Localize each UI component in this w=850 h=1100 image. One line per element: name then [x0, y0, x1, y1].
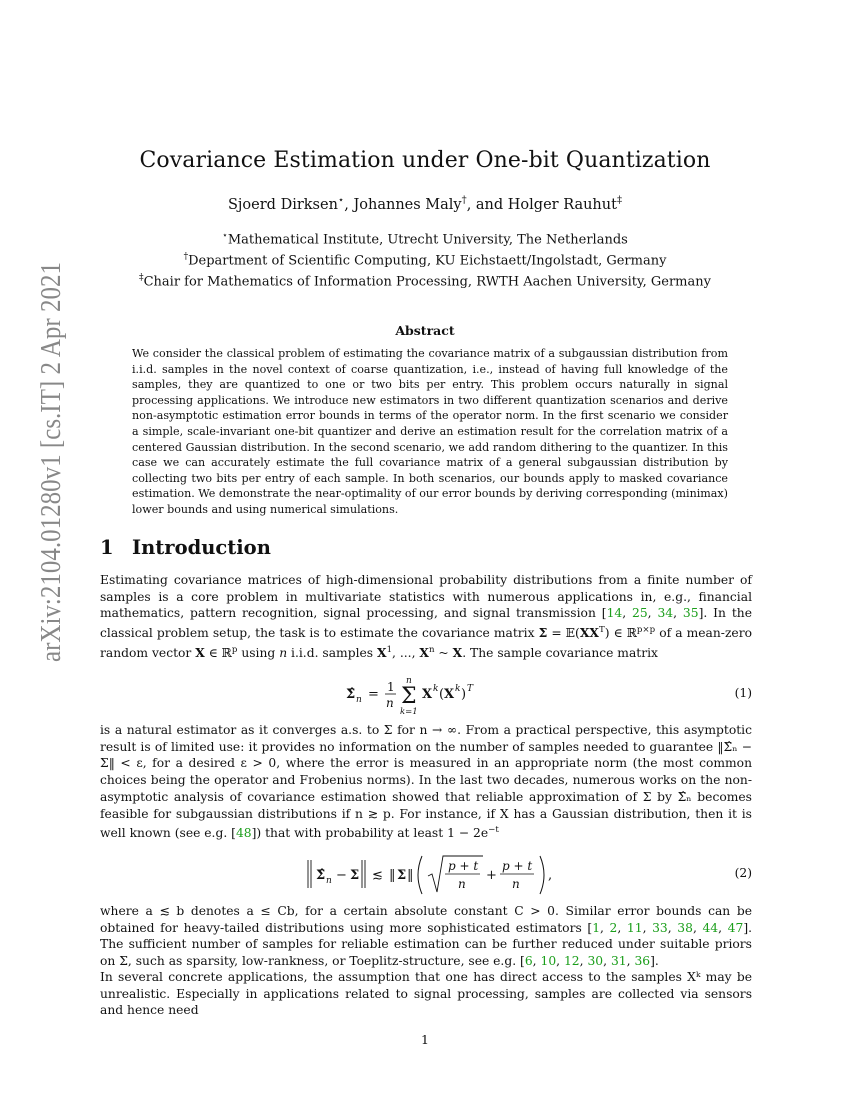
p1-text-11: i.i.d. samples	[287, 646, 378, 660]
svg-text:n: n	[326, 876, 332, 886]
svg-text:‖: ‖	[407, 868, 414, 883]
svg-text:n: n	[512, 877, 520, 891]
p1-text-1: Estimating covariance matrices of high-dimensional probability distributions from a finite number of samples is a core problem in multivariate statistics with numerous applications in, e.g., financial mathematics, pattern recognition, signal processing, and signal transmission [	[100, 573, 752, 621]
section-number: 1	[100, 536, 114, 559]
p2-text-end: ]) that with probability at least 1 − 2e	[251, 826, 489, 841]
citation-link[interactable]: 30	[587, 954, 604, 969]
svg-text:k: k	[433, 684, 439, 694]
author-3-mark: ‡	[616, 195, 622, 206]
affiliation-2	[0, 249, 850, 270]
citation-link[interactable]: 31	[610, 954, 627, 969]
citation-link[interactable]: 38	[677, 920, 693, 935]
p1-xx: XX	[579, 625, 599, 641]
p2-exponent: −t	[488, 825, 499, 836]
svg-text:X: X	[422, 687, 433, 702]
p1-x: X	[195, 645, 205, 660]
p1-text-10: using	[237, 646, 280, 660]
p1-sup-n: n	[428, 644, 435, 655]
svg-text:Σ: Σ	[350, 868, 360, 883]
arxiv-id: arXiv:2104.01280v1 [cs.IT] 2 Apr 2021	[36, 250, 67, 662]
svg-text:n: n	[356, 695, 362, 705]
author-list: Sjoerd Dirksen⋆, Johannes Maly†, and Holger Rauhut‡	[228, 195, 622, 213]
svg-text:X: X	[444, 687, 455, 702]
svg-text:Σ̂: Σ̂	[346, 687, 356, 702]
p1-text-8: ∈ ℝ	[204, 646, 232, 660]
citation-link[interactable]: 36	[634, 954, 651, 969]
arxiv-stamp	[8, 250, 98, 670]
paragraph-4: In several concrete applications, the assumption that one has direct access to the samples Xᵏ may be unrealistic. Especially in applications related to signal processing, samples are collected via sensors and hence need	[100, 970, 752, 1018]
citation-link[interactable]: 12	[563, 954, 580, 969]
paragraph-1: Estimating covariance matrices of high-dimensional probability distributions from a finite number of samples is a core problem in multivariate statistics with numerous applications in, e.g., financial mathematics, pattern recognition, signal processing, and signal transmission [14, 25, 34, 35]. In the classical problem setup, the task is to estimate the covariance matrix $\Sigma = 𝔼(XX^T)$ ∈ ℝ$^{p\times p}$ of a mean-zero random vector X ∈ ℝ$^p$ using n i.i.d. samples $X^1$, ..., $X^n$ ~ X. The sample covariance matrix	[100, 573, 752, 660]
citation-link[interactable]: 35	[682, 606, 699, 621]
equation-1-number: (1)	[734, 686, 752, 700]
affiliation-3-mark: ‡	[139, 272, 144, 283]
p1-text-7: of a mean-zero random vector	[100, 626, 752, 660]
svg-text:p + t: p + t	[448, 859, 479, 873]
affiliation-2-mark: †	[183, 251, 189, 262]
svg-text:+: +	[486, 868, 497, 883]
p1-x1: X	[377, 645, 387, 660]
paragraph-3: where a ≲ b denotes a ≤ Cb, for a certain absolute constant C > 0. Similar error bounds can be obtained for heavy-tailed distributions using more sophisticated estimators [1, 2, 11, 33, 38, 44, 47]. The sufficient number of samples for reliable estimation can be further reduced under suitable priors on Σ, such as sparsity, low-rankness, or Toeplitz-structure, see e.g. [6, 10, 12, 30, 31, 36].	[100, 904, 753, 969]
affiliation-2-text: Department of Scientific Computing, KU Eichstaett/Ingolstadt, Germany	[188, 253, 667, 269]
abstract-heading: Abstract	[395, 323, 455, 338]
svg-text:≲: ≲	[372, 868, 383, 883]
equation-2-number: (2)	[734, 866, 752, 880]
section-heading	[100, 536, 271, 559]
svg-text:): )	[461, 687, 467, 702]
svg-text:n: n	[386, 696, 394, 710]
svg-text:k=1: k=1	[400, 707, 418, 716]
citation-link[interactable]: 6	[524, 954, 533, 969]
citation-link[interactable]: 47	[727, 920, 744, 935]
svg-text:n: n	[406, 676, 412, 686]
citation-link[interactable]: 34	[657, 606, 674, 621]
p1-text-16: . The sample covariance matrix	[462, 646, 658, 660]
author-3: Holger Rauhut	[507, 196, 617, 213]
affiliation-1-mark: ⋆	[222, 231, 228, 241]
page-number: 1	[421, 1032, 429, 1047]
citation-link[interactable]: 33	[652, 920, 668, 935]
p1-text-2: ]. In the classical problem setup, the task is to estimate the covariance matrix	[100, 606, 752, 641]
p1-sup-1: 1	[386, 644, 393, 655]
author-2-mark: †	[461, 195, 467, 206]
p2-text: is a natural estimator as it converges a.s. to Σ for n → ∞. From a practical perspective, this asymptotic result is of limited use: it provides no information on the number of samples needed to guarantee ‖Σ̂ₙ − Σ‖ < ε, for a desired ε > 0, where the error is measured in an appropriate norm (the most common choices being the operator and Frobenius norms). In the last two decades, numerous works on the non-asymptotic analysis of covariance estimation showed that reliable approximation of Σ by Σ̂ₙ becomes feasible for subgaussian distributions if n ≳ p. For instance, if X has a Gaussian distribution, then it is well known (see e.g. [	[100, 723, 752, 841]
author-2: Johannes Maly	[353, 196, 462, 213]
citation-link[interactable]: 1	[592, 920, 601, 935]
svg-text:n: n	[458, 877, 466, 891]
affiliation-3	[0, 270, 850, 291]
p3-text-3: ].	[650, 954, 659, 969]
p3-text-1: where a ≲ b denotes a ≤ Cb, for a certain absolute constant C > 0. Similar error bounds can be obtained for heavy-tailed distributions using more sophisticated estimators [	[100, 904, 752, 935]
affiliation-3-text: Chair for Mathematics of Information Processing, RWTH Aachen University, Germany	[143, 273, 711, 289]
sigma-symbol: Σ	[538, 625, 548, 641]
author-1-mark: ⋆	[337, 195, 345, 206]
citation-link[interactable]: 25	[632, 606, 648, 621]
affiliation-1-text: Mathematical Institute, Utrecht University, The Netherlands	[227, 232, 628, 248]
p1-xn: X	[419, 645, 429, 660]
p1-text-15: ~	[434, 646, 453, 660]
svg-text:k: k	[455, 684, 461, 694]
svg-text:Σ: Σ	[401, 684, 417, 709]
svg-text:‖: ‖	[389, 868, 396, 883]
equation-2	[100, 850, 752, 900]
abstract-text: We consider the classical problem of estimating the covariance matrix of a subgaussian distribution from i.i.d. samples in the novel context of coarse quantization, i.e., instead of having full knowledge of the samples, they are quantized to one or two bits per entry. This problem occurs naturally in signal processing applications. We introduce new estimators in two different quantization scenarios and derive non-asymptotic estimation error bounds in terms of the operator norm. In the first scenario we consider a simple, scale-invariant one-bit quantizer and derive an estimation result for the correlation matrix of a centered Gaussian distribution. In the second scenario, we add random dithering to the quantizer. In this case we can accurately estimate the full covariance matrix of a general subgaussian distribution by collecting two bits per entry of each sample. In both scenarios, our bounds apply to masked covariance estimation. We demonstrate the near-optimality of our error bounds by deriving corresponding (minimax) lower bounds and using numerical simulations.	[132, 347, 728, 516]
citation-link[interactable]: 11	[626, 920, 643, 935]
p1-text-13: , ...,	[392, 646, 420, 660]
author-1: Sjoerd Dirksen	[228, 196, 338, 213]
p1-transpose: T	[598, 625, 605, 636]
citation-link[interactable]: 14	[606, 606, 623, 621]
p1-text-3: = 𝔼(	[547, 626, 580, 641]
svg-text:(: (	[439, 687, 445, 702]
section-title: Introduction	[132, 536, 271, 559]
citation-link[interactable]: 44	[702, 920, 719, 935]
equation-2-svg	[100, 850, 752, 900]
p3-text-2: ]. The sufficient number of samples for reliable estimation can be further reduced under suitable priors on Σ, such as sparsity, low-rankness, or Toeplitz-structure, see e.g. [	[100, 920, 753, 969]
p1-dims: p×p	[636, 625, 656, 636]
svg-text:p + t: p + t	[502, 859, 533, 873]
p1-dim-p: p	[231, 644, 238, 655]
citation-link[interactable]: 2	[609, 920, 618, 935]
svg-text:Σ: Σ	[397, 868, 407, 883]
svg-text:−: −	[336, 868, 347, 883]
p1-x2: X	[452, 645, 463, 660]
citation-link[interactable]: 10	[540, 954, 557, 969]
equation-1	[100, 672, 752, 716]
p1-text-5: ) ∈ ℝ	[604, 626, 637, 641]
affiliation-1	[0, 228, 850, 249]
svg-text:,: ,	[548, 868, 553, 883]
svg-text:=: =	[368, 687, 379, 702]
svg-text:Σ̂: Σ̂	[316, 868, 326, 883]
affiliations	[0, 228, 850, 290]
equation-1-svg	[100, 672, 752, 716]
svg-text:T: T	[467, 684, 474, 694]
paper-title: Covariance Estimation under One-bit Quantization	[139, 148, 711, 173]
p1-n: n	[279, 646, 288, 660]
paragraph-2	[100, 722, 752, 842]
svg-text:1: 1	[387, 680, 395, 694]
citation-link[interactable]: 48	[235, 826, 252, 841]
arxiv-stamp-svg	[8, 250, 98, 670]
